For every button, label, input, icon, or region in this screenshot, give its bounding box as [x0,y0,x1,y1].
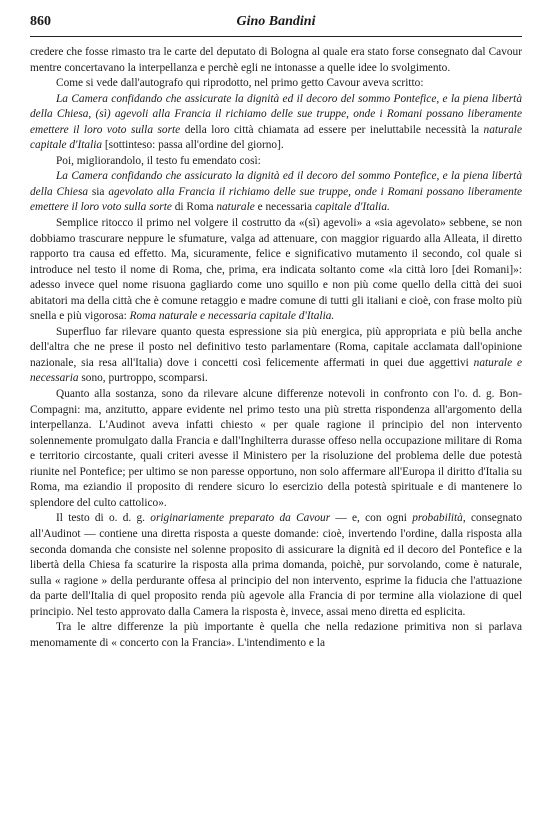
paragraph-analysis [30,216,522,325]
text-run: della loro città chiamata ad essere per ineluttabile necessità la [180,123,484,136]
page-number: 860 [30,14,51,29]
text-run: Quanto alla sostanza, sono da rilevare alcune differenze notevoli in confronto con l'o. d. g. Bon-Compagni: ma, anzitutto, appare evidente nel primo testo una più stretta rispondenza all'argomento della interpellanza. L'Audinot aveva infatti chiesto « per quale ragione il principio del non intervento solennemente promulgato dalla Francia e dall'Inghilterra durasse offeso nella occupazione militare di Roma e territorio circostante, quali criteri avesse il Ministero per la risoluzione del problema delle due potestà riunite nel Pontefice; per ultimo se non paresse opportuno, non solo affermare all'Europa il diritto d'Italia su Roma, ma eziandio il proposito di rendere sicuro lo esercizio della potestà spirituale e di mantenere lo splendore del culto cattolico». [30,388,522,509]
paragraph-expression [30,325,522,387]
italic-text: naturale capitale d'Italia [30,123,522,152]
italic-text: (sì) [95,108,111,121]
quote-first-draft [30,92,522,154]
paragraph-intro-revision [30,154,522,170]
quote-revised-text [30,169,522,216]
text-run: di Roma [171,201,217,214]
paragraph-original-text [30,511,522,620]
italic-text: agevolato alla Francia il richiamo delle sue truppe, onde i Romani possano liberamente emettere il loro voto sulla sorte [30,185,523,214]
text-run: Superfluo far rilevare quanto questa espressione sia più energica, più appropriata e più bella anche dell'altra che ne prese il posto nel definitivo testo parlamentare (Roma, capitale acclamata dall'opinione nazionale, sia resa all'Italia) dove i concetti così felicemente affermati in quei due aggettivi [30,325,522,369]
text-run: Tra le altre differenze la più importante è quella che nella redazione primitiva non si parlava menomamente di « concerto con la Francia». L'intendimento e la [30,621,522,649]
italic-text: capitale d'Italia. [314,201,390,214]
header-rule [30,36,522,37]
text-run: e necessaria [254,201,315,214]
paragraph-differences [30,620,522,651]
text-run: sono, purtroppo, scomparsi. [78,372,208,385]
italic-text: La Camera confidando che assicurato la dignità ed il decoro del sommo Pontefice, e la piena libertà della Chiesa [30,170,522,198]
text-run: Il testo di o. d. g. [56,512,151,525]
running-head: Gino Bandini [236,14,316,29]
paragraph-intro-autograph [30,76,522,92]
page-body [30,45,522,651]
italic-text: probabilità [412,512,463,525]
italic-text: originariamente preparato da Cavour [150,512,331,525]
page-header [30,14,522,34]
text-run: Come si vede dall'autografo qui riprodotto, nel primo getto Cavour aveva scritto: [56,77,424,90]
text-run: Semplice ritocco il primo nel volgere il costrutto da «(sì) agevoli» a «sia agevolato» sebbene, se non dobbiamo trascurare neppure le sfumature, valga ad attenuare, con maggior riguardo alla Alleata, il diretto rapporto tra causa ed effetto. Ma, sicuramente, felice e significativo mutamento il secondo, col quale si introduce nel testo il nome di Roma, che, prima, era indicata soltanto come «la città loro [dei Romani]»: adesso invece quel nome risuona gagliardo come uno squillo e non più come quello della città dei suoi abitatori ma della città che è comune retaggio e madre comune di tutti gli italiani e cioè, con frase molto più snella e più vigorosa: [30,217,522,323]
italic-text: agevoli alla Francia il richiamo delle sue truppe, onde i Romani possano liberamente emettere il loro voto sulla sorte [30,108,522,136]
italic-text: Roma naturale e necessaria capitale d'Italia. [129,310,335,323]
text-run: Poi, migliorandolo, il testo fu emendato così: [56,154,261,167]
italic-text: La Camera confidando che assicurate la dignità ed il decoro del sommo Pontefice, e la piena libertà della Chiesa, [30,92,522,121]
text-run: [sottinteso: passa all'ordine del giorno]. [102,139,284,152]
text-run: , consegnato all'Audinot — contiene una diretta risposta a queste domande: cioè, invertendo l'ordine, dalla risposta alla seconda domanda che consiste nel solenne proposito di assicurare la dignità ed il decoro del Pontefice e la libertà della Chiesa fa scaturire la risposta alla prima domanda, poichè, pur sorvolando, come è naturale, sulla « ragione » della perdurante offesa al principio del non intervento, esprime la fiducia che l'attuazione da parte dell'Italia di quel proposito renda più agevole alla Francia di por termine alla violazione di quel principio. Nel testo approvato dalla Camera la risposta è, invece, assai meno diretta ed esplicita. [30,512,522,618]
paragraph-continuation [30,45,522,76]
text-run: sia [88,185,109,198]
italic-text: naturale [216,201,255,214]
paragraph-substance [30,387,522,511]
italic-text: naturale e necessaria [30,356,523,385]
text-run: credere che fosse rimasto tra le carte del deputato di Bologna al quale era stato forse consegnato dal Cavour mentre concertavano la interpellanza e perchè egli ne intonasse a quelle idee lo svolgimento. [30,46,522,74]
text-run: — e, con ogni [330,512,413,525]
